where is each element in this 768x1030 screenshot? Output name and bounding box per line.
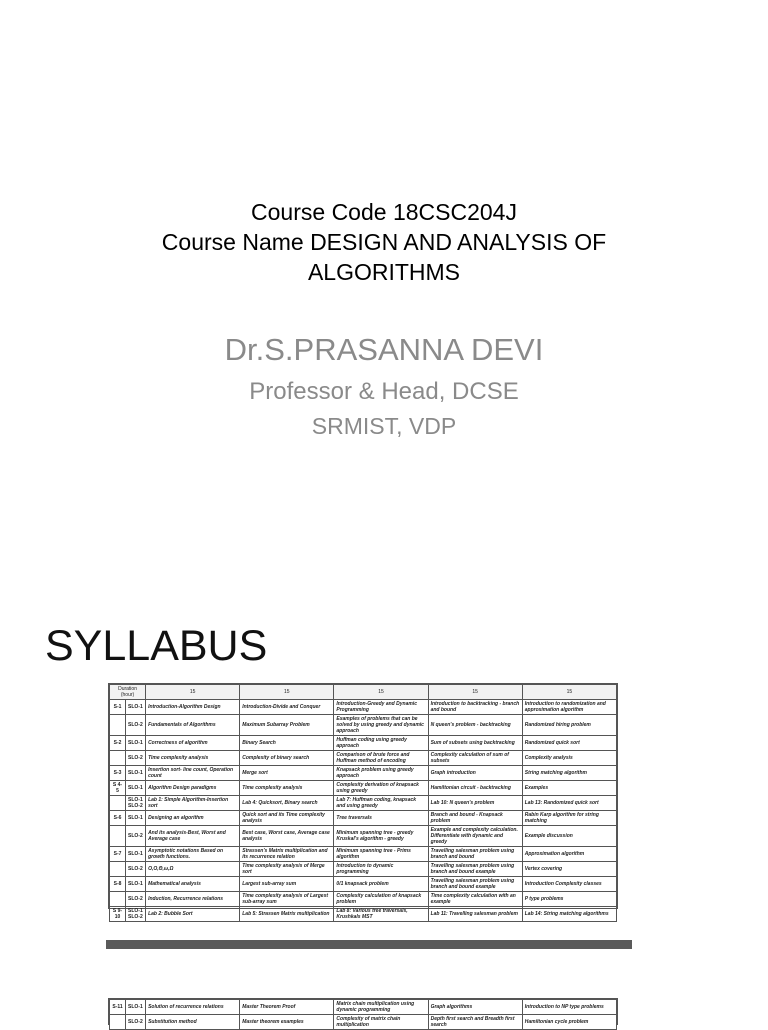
topic-cell: Maximum Subarray Problem bbox=[240, 715, 334, 736]
slo-cell: SLO-2 bbox=[126, 826, 146, 847]
slo-cell: SLO-2 bbox=[126, 862, 146, 877]
table-row bbox=[110, 796, 617, 811]
topic-cell: Binary Search bbox=[240, 736, 334, 751]
topic-cell: Examples bbox=[522, 781, 616, 796]
table-header-cell: 15 bbox=[334, 685, 428, 700]
table-row bbox=[110, 877, 617, 892]
topic-cell: O,O,Θ,ω,Ω bbox=[146, 862, 240, 877]
session-cell: S-3 bbox=[110, 766, 126, 781]
topic-cell: Designing an algorithm bbox=[146, 811, 240, 826]
table-row bbox=[110, 715, 617, 736]
slo-cell: SLO-1 SLO-2 bbox=[126, 796, 146, 811]
slo-cell: SLO-2 bbox=[126, 751, 146, 766]
topic-cell: Huffman coding using greedy approach bbox=[334, 736, 428, 751]
topic-cell: Lab 1: Simple Algorithm-Insertion sort bbox=[146, 796, 240, 811]
topic-cell: Strassen's Matrix multiplication and its recurrence relation bbox=[240, 847, 334, 862]
topic-cell: Introduction Complexity classes bbox=[522, 877, 616, 892]
topic-cell: Complexity of matrix chain multiplication bbox=[334, 1015, 428, 1030]
topic-cell: Depth first search and Breadth first search bbox=[428, 1015, 522, 1030]
topic-cell: Time complexity analysis bbox=[240, 781, 334, 796]
table-header-cell: Duration (hour) bbox=[110, 685, 146, 700]
topic-cell: Quick sort and its Time complexity analysis bbox=[240, 811, 334, 826]
topic-cell: Knapsack problem using greedy approach bbox=[334, 766, 428, 781]
table-row bbox=[110, 862, 617, 877]
table-header-cell: 15 bbox=[146, 685, 240, 700]
topic-cell: Introduction-Greedy and Dynamic Programming bbox=[334, 700, 428, 715]
topic-cell: Best case, Worst case, Average case analysis bbox=[240, 826, 334, 847]
topic-cell: Introduction to randomization and approximation algorithm bbox=[522, 700, 616, 715]
session-cell: S-1 bbox=[110, 700, 126, 715]
topic-cell: Largest sub-array sum bbox=[240, 877, 334, 892]
session-cell bbox=[110, 715, 126, 736]
table-row bbox=[110, 700, 617, 715]
topic-cell: String matching algorithm bbox=[522, 766, 616, 781]
topic-cell: Master theorem examples bbox=[240, 1015, 334, 1030]
topic-cell: Introduction to dynamic programming bbox=[334, 862, 428, 877]
syllabus-table-grid bbox=[109, 684, 617, 922]
topic-cell: Solution of recurrence relations bbox=[146, 1000, 240, 1015]
syllabus-table bbox=[108, 683, 618, 920]
slo-cell: SLO-2 bbox=[126, 892, 146, 907]
session-cell bbox=[110, 862, 126, 877]
topic-cell: Approximation algorithm bbox=[522, 847, 616, 862]
author-name: Dr.S.PRASANNA DEVI bbox=[224, 332, 544, 367]
topic-cell: Asymptotic notations Based on growth functions. bbox=[146, 847, 240, 862]
syllabus-heading: SYLLABUS bbox=[45, 622, 268, 670]
topic-cell: Lab 5: Strassen Matrix multiplication bbox=[240, 907, 334, 922]
topic-cell: Fundamentals of Algorithms bbox=[146, 715, 240, 736]
topic-cell: Complexity derivation of knapsack using greedy bbox=[334, 781, 428, 796]
course-name-continued: ALGORITHMS bbox=[307, 259, 461, 285]
topic-cell: Examples of problems that can be solved by using greedy and dynamic approach bbox=[334, 715, 428, 736]
topic-cell: Time complexity analysis of Largest sub-array sum bbox=[240, 892, 334, 907]
session-cell bbox=[110, 826, 126, 847]
table-row bbox=[110, 1000, 617, 1015]
topic-cell: Randomized hiring problem bbox=[522, 715, 616, 736]
table-row bbox=[110, 781, 617, 796]
topic-cell: Lab 10: N queen's problem bbox=[428, 796, 522, 811]
table-header-cell: 15 bbox=[240, 685, 334, 700]
table-header-cell: 15 bbox=[428, 685, 522, 700]
slo-cell: SLO-1 SLO-2 bbox=[126, 907, 146, 922]
topic-cell: Travelling salesman problem using branch and bound example bbox=[428, 862, 522, 877]
session-cell bbox=[110, 892, 126, 907]
slo-cell: SLO-1 bbox=[126, 811, 146, 826]
syllabus-table-continued-grid bbox=[109, 999, 617, 1030]
topic-cell: Minimum spanning tree - Prims algorithm bbox=[334, 847, 428, 862]
topic-cell: Time complexity calculation with an example bbox=[428, 892, 522, 907]
table-header-row bbox=[110, 685, 617, 700]
topic-cell: Time complexity analysis of Merge sort bbox=[240, 862, 334, 877]
author-block bbox=[0, 330, 768, 442]
topic-cell: Induction, Recurrence relations bbox=[146, 892, 240, 907]
topic-cell: Substitution method bbox=[146, 1015, 240, 1030]
topic-cell: Randomized quick sort bbox=[522, 736, 616, 751]
author-institution: SRMIST, VDP bbox=[311, 413, 457, 439]
topic-cell: Minimum spanning tree - greedy Kruskal's algorithm - greedy bbox=[334, 826, 428, 847]
topic-cell: Lab 13: Randomized quick sort bbox=[522, 796, 616, 811]
session-cell: S-8 bbox=[110, 877, 126, 892]
topic-cell: Example and complexity calculation. Differentiate with dynamic and greedy bbox=[428, 826, 522, 847]
topic-cell: Hamiltonian cycle problem bbox=[522, 1015, 616, 1030]
topic-cell: Lab 7: Huffman coding, knapsack and using greedy bbox=[334, 796, 428, 811]
topic-cell: Comparison of brute force and Huffman method of encoding bbox=[334, 751, 428, 766]
session-cell: S-7 bbox=[110, 847, 126, 862]
topic-cell: Sum of subsets using backtracking bbox=[428, 736, 522, 751]
topic-cell: Graph algorithms bbox=[428, 1000, 522, 1015]
table-row bbox=[110, 766, 617, 781]
topic-cell: Matrix chain multiplication using dynamic programming bbox=[334, 1000, 428, 1015]
topic-cell: Introduction-Divide and Conquer bbox=[240, 700, 334, 715]
table-row bbox=[110, 892, 617, 907]
slo-cell: SLO-2 bbox=[126, 715, 146, 736]
topic-cell: P type problems bbox=[522, 892, 616, 907]
session-cell bbox=[110, 796, 126, 811]
table-row bbox=[110, 1015, 617, 1030]
topic-cell: Time complexity analysis bbox=[146, 751, 240, 766]
session-cell bbox=[110, 1015, 126, 1030]
slo-cell: SLO-1 bbox=[126, 781, 146, 796]
topic-cell: Introduction to backtracking - branch and bound bbox=[428, 700, 522, 715]
session-cell: S-11 bbox=[110, 1000, 126, 1015]
topic-cell: N queen's problem - backtracking bbox=[428, 715, 522, 736]
topic-cell: Graph introduction bbox=[428, 766, 522, 781]
table-row bbox=[110, 847, 617, 862]
topic-cell: Lab 8: Various tree traversals, Krushkals MST bbox=[334, 907, 428, 922]
topic-cell: Hamiltonian circuit - backtracking bbox=[428, 781, 522, 796]
table-row bbox=[110, 736, 617, 751]
topic-cell: Complexity analysis bbox=[522, 751, 616, 766]
topic-cell: Complexity calculation of sum of subsets bbox=[428, 751, 522, 766]
course-name: Course Name DESIGN AND ANALYSIS OF bbox=[161, 229, 607, 255]
topic-cell: Travelling salesman problem using branch and bound bbox=[428, 847, 522, 862]
topic-cell: Correctness of algorithm bbox=[146, 736, 240, 751]
topic-cell: 0/1 knapsack problem bbox=[334, 877, 428, 892]
session-cell: S-6 bbox=[110, 811, 126, 826]
session-cell: S-2 bbox=[110, 736, 126, 751]
topic-cell: Travelling salesman problem using branch and bound example bbox=[428, 877, 522, 892]
session-cell: S 9-10 bbox=[110, 907, 126, 922]
slo-cell: SLO-2 bbox=[126, 1015, 146, 1030]
topic-cell: Mathematical analysis bbox=[146, 877, 240, 892]
topic-cell: Master Theorem Proof bbox=[240, 1000, 334, 1015]
topic-cell: Lab 11: Travelling salesman problem bbox=[428, 907, 522, 922]
table-header-cell: 15 bbox=[522, 685, 616, 700]
author-role: Professor & Head, DCSE bbox=[249, 378, 519, 405]
page-divider bbox=[106, 940, 632, 949]
slo-cell: SLO-1 bbox=[126, 736, 146, 751]
title-block bbox=[0, 197, 768, 287]
topic-cell: Lab 14: String matching algorithms bbox=[522, 907, 616, 922]
topic-cell: Introduction to NP type problems bbox=[522, 1000, 616, 1015]
topic-cell: Complexity calculation of knapsack problem bbox=[334, 892, 428, 907]
slo-cell: SLO-1 bbox=[126, 877, 146, 892]
topic-cell: Lab 4: Quicksort, Binary search bbox=[240, 796, 334, 811]
course-code: Course Code 18CSC204J bbox=[251, 199, 517, 225]
topic-cell: Algorithm Design paradigms bbox=[146, 781, 240, 796]
topic-cell: Complexity of binary search bbox=[240, 751, 334, 766]
syllabus-table-continued bbox=[108, 998, 618, 1028]
slo-cell: SLO-1 bbox=[126, 847, 146, 862]
topic-cell: And its analysis-Best, Worst and Average case bbox=[146, 826, 240, 847]
topic-cell: Insertion sort- line count, Operation count bbox=[146, 766, 240, 781]
topic-cell: Rabin Karp algorithm for string matching bbox=[522, 811, 616, 826]
topic-cell: Tree traversals bbox=[334, 811, 428, 826]
slo-cell: SLO-1 bbox=[126, 766, 146, 781]
topic-cell: Branch and bound - Knapsack problem bbox=[428, 811, 522, 826]
table-row bbox=[110, 811, 617, 826]
topic-cell: Merge sort bbox=[240, 766, 334, 781]
table-row bbox=[110, 907, 617, 922]
topic-cell: Introduction-Algorithm Design bbox=[146, 700, 240, 715]
slo-cell: SLO-1 bbox=[126, 700, 146, 715]
table-row bbox=[110, 826, 617, 847]
session-cell: S 4-5 bbox=[110, 781, 126, 796]
session-cell bbox=[110, 751, 126, 766]
slo-cell: SLO-1 bbox=[126, 1000, 146, 1015]
topic-cell: Lab 2: Bubble Sort bbox=[146, 907, 240, 922]
topic-cell: Example discussion bbox=[522, 826, 616, 847]
table-row bbox=[110, 751, 617, 766]
topic-cell: Vertex covering bbox=[522, 862, 616, 877]
